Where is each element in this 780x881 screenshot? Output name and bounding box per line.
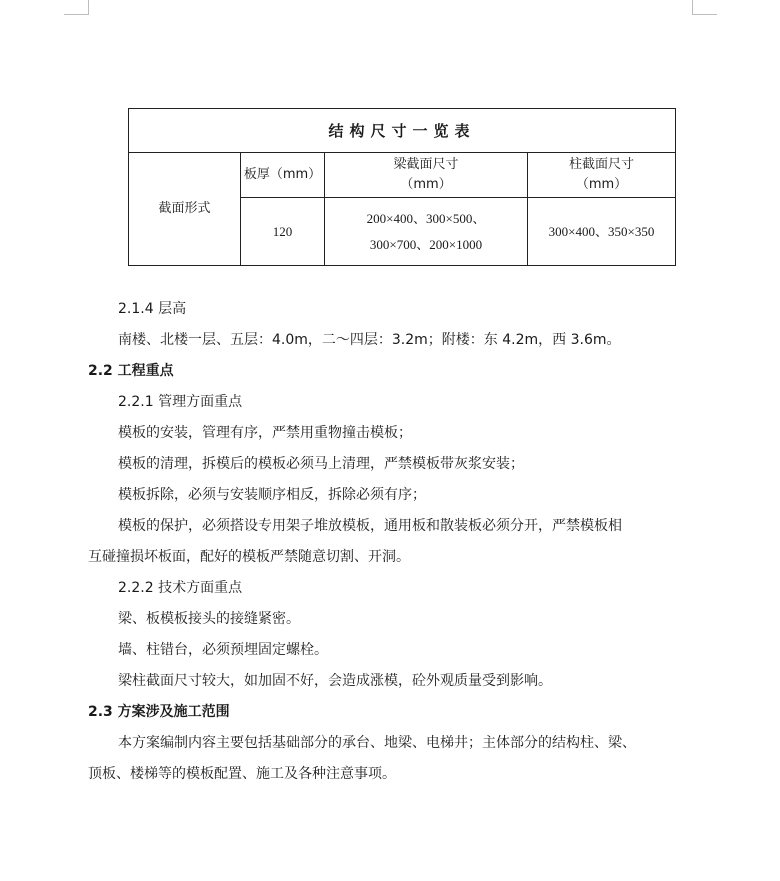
value-column-section: 300×400、350×350 [528, 198, 676, 266]
value-beam-section [325, 198, 528, 266]
section-2-2-2-heading: 2.2.2 技术方面重点 [118, 580, 243, 596]
value-slab-thickness: 120 [241, 198, 325, 266]
section-2-3-heading: 2.3 方案涉及施工范围 [88, 704, 230, 720]
header-beam-line1: 梁截面尺寸 [393, 157, 459, 172]
paragraph-scope-line1: 本方案编制内容主要包括基础部分的承台、地梁、电梯井；主体部分的结构柱、梁、 [118, 735, 636, 751]
paragraph-formwork-install: 模板的安装，管理有序，严禁用重物撞击模板； [118, 425, 412, 441]
table-title: 结构尺寸一览表 [129, 109, 676, 153]
paragraph-formwork-removal: 模板拆除，必须与安装顺序相反，拆除必须有序； [118, 487, 426, 503]
page-corner-mark-top-left [64, 0, 89, 15]
paragraph-formwork-protection-line2: 互碰撞损坏板面，配好的模板严禁随意切割、开洞。 [88, 549, 410, 565]
paragraph-scope-line2: 顶板、楼梯等的模板配置、施工及各种注意事项。 [88, 766, 396, 782]
header-column-line2: （mm） [575, 177, 628, 192]
structure-dimension-table [128, 108, 676, 266]
header-beam-line2: （mm） [400, 177, 452, 192]
row-label-section-form: 截面形式 [129, 153, 241, 266]
header-column-section [528, 153, 676, 198]
section-2-2-1-heading: 2.2.1 管理方面重点 [118, 394, 243, 410]
section-2-1-4-heading: 2.1.4 层高 [118, 301, 187, 317]
paragraph-formwork-cleaning: 模板的清理，拆模后的模板必须马上清理，严禁模板带灰浆安装； [118, 456, 524, 472]
floor-height-text: 南楼、北楼一层、五层：4.0m，二～四层：3.2m；附楼：东 4.2m，西 3.6m。 [118, 332, 621, 348]
header-column-line1: 柱截面尺寸 [569, 157, 635, 172]
paragraph-bolt-embedding: 墙、柱错台，必须预埋固定螺栓。 [118, 642, 328, 658]
section-2-2-heading: 2.2 工程重点 [88, 363, 174, 379]
page-corner-mark-top-right [692, 0, 717, 15]
header-beam-section [325, 153, 528, 198]
header-slab-thickness: 板厚（mm） [241, 153, 325, 198]
value-beam-line1: 200×400、300×500、 [366, 210, 486, 226]
paragraph-joint-tightness: 梁、板模板接头的接缝紧密。 [118, 611, 300, 627]
paragraph-section-size: 梁柱截面尺寸较大，如加固不好，会造成涨模，砼外观质量受到影响。 [118, 673, 552, 689]
value-beam-line2: 300×700、200×1000 [369, 236, 483, 252]
paragraph-formwork-protection-line1: 模板的保护，必须搭设专用架子堆放模板，通用板和散装板必须分开，严禁模板相 [118, 518, 622, 534]
